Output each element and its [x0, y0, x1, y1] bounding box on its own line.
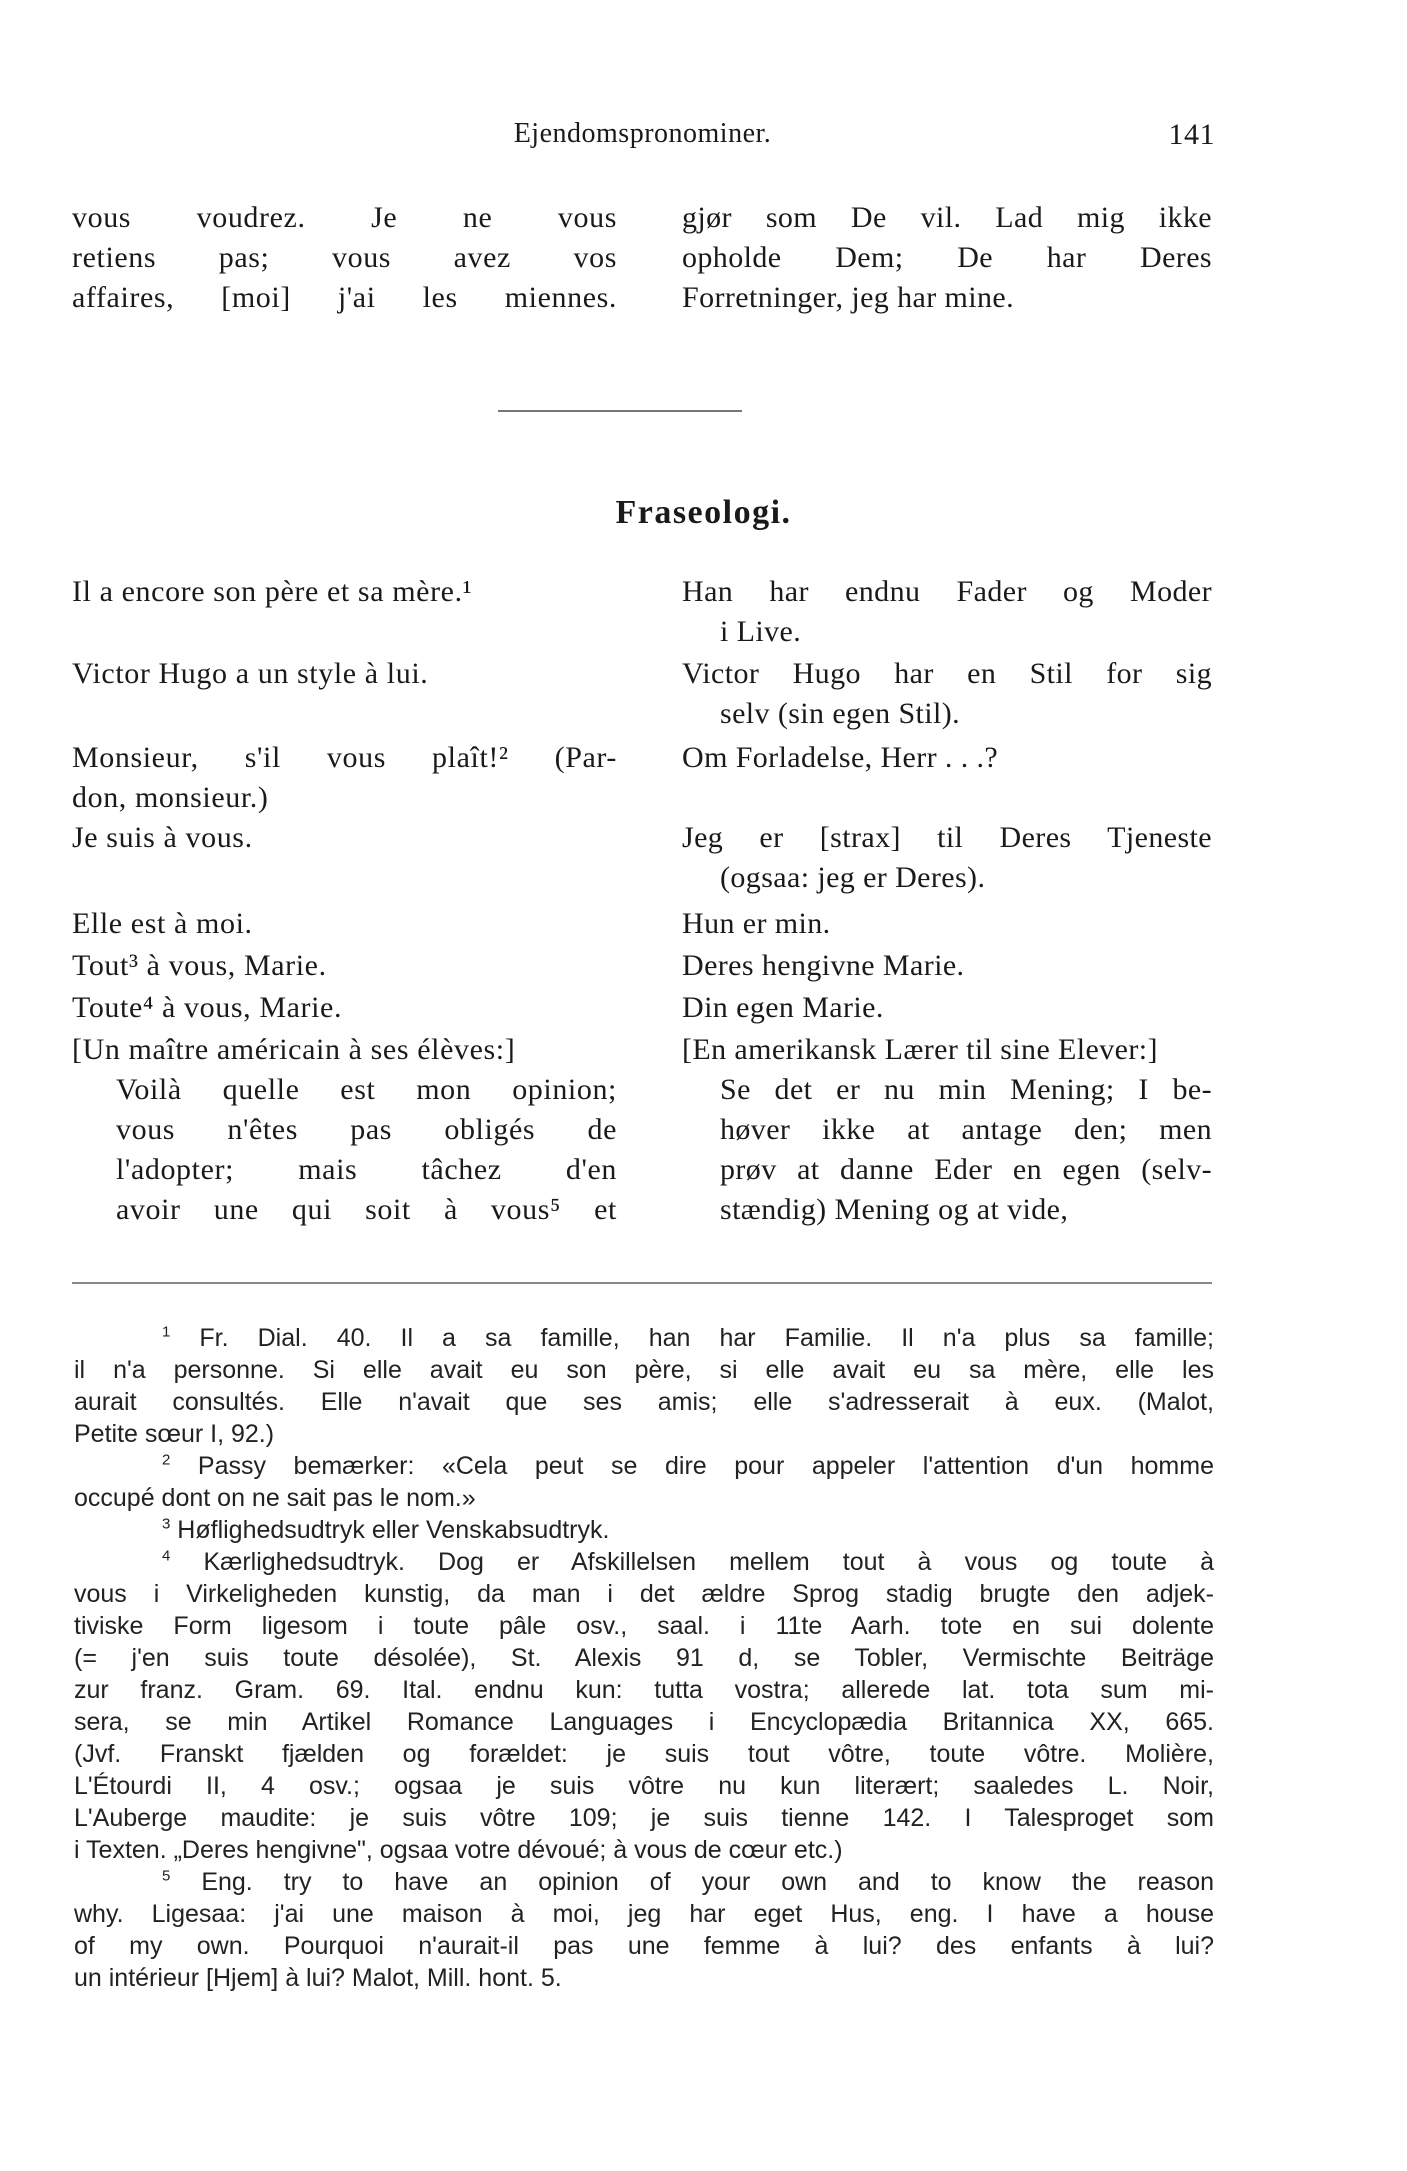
danish-text: stændig) Mening og at vide, — [720, 1193, 1069, 1226]
french-text: avoir une qui soit à vous⁵ et — [116, 1193, 617, 1226]
footnote-line: i Texten. „Deres hengivne", ogsaa votre dévoué; à vous de cœur etc.) — [74, 1836, 843, 1864]
text-line: vous voudrez. Je ne vous — [72, 201, 617, 234]
danish-text: Han har endnu Fader og Moder — [682, 575, 1212, 608]
footnote-line: occupé dont on ne sait pas le nom.» — [74, 1484, 476, 1512]
footnote-line: sera, se min Artikel Romance Languages i Encyclopædia Britannica XX, 665. — [74, 1708, 1214, 1736]
footnote-line: $^4$ Kærlighedsudtryk. Dog er Afskillelsen mellem tout à vous og toute à — [162, 1547, 1214, 1576]
footnote-mark: 4 — [162, 1547, 171, 1565]
text-line: gjør som De vil. Lad mig ikke — [682, 201, 1212, 234]
danish-column — [682, 198, 1212, 318]
french-text: Toute⁴ à vous, Marie. — [72, 991, 343, 1024]
french-text: vous n'êtes pas obligés de — [116, 1113, 617, 1146]
text-line: Forretninger, jeg har mine. — [682, 281, 1014, 314]
footnote-line: L'Auberge maudite: je suis vôtre 109; je suis tienne 142. I Talesproget som — [74, 1804, 1214, 1832]
french-text: [Un maître américain à ses élèves:] — [72, 1033, 516, 1066]
footnote-mark: 2 — [162, 1451, 171, 1469]
danish-text: Deres hengivne Marie. — [682, 949, 965, 982]
phrase-entry — [72, 818, 1212, 904]
text-line: opholde Dem; De har Deres — [682, 241, 1212, 274]
french-text: l'adopter; mais tâchez d'en — [116, 1153, 617, 1186]
danish-text: Om Forladelse, Herr . . .? — [682, 741, 999, 774]
danish-text: i Live. — [720, 615, 802, 648]
phrase-entry — [72, 654, 1212, 738]
phrase-list — [72, 572, 1212, 1230]
french-text: Tout³ à vous, Marie. — [72, 949, 327, 982]
phrase-entry — [72, 946, 1212, 988]
footnote-line: $^1$ Fr. Dial. 40. Il a sa famille, han har Familie. Il n'a plus sa famille; — [162, 1323, 1214, 1352]
footnote — [74, 1546, 1214, 1866]
text-line: retiens pas; vous avez vos — [72, 241, 617, 274]
danish-text: Victor Hugo har en Stil for sig — [682, 657, 1212, 690]
section-heading: Fraseologi. — [615, 494, 792, 531]
danish-text: høver ikke at antage den; men — [720, 1113, 1212, 1146]
running-head — [70, 118, 1215, 158]
footnote-mark: 1 — [162, 1323, 171, 1341]
footnote-line: (Jvf. Franskt fjælden og forældet: je suis tout vôtre, toute vôtre. Molière, — [74, 1740, 1214, 1768]
footnote — [74, 1866, 1214, 1994]
french-text: Je suis à vous. — [72, 821, 253, 854]
footnote-line: $^5$ Eng. try to have an opinion of your own and to know the reason — [162, 1867, 1214, 1896]
phrase-entry — [72, 738, 1212, 818]
footnotes — [74, 1322, 1214, 1994]
top-passage — [72, 198, 1212, 318]
footnote-mark: 3 — [162, 1515, 171, 1533]
french-text: Voilà quelle est mon opinion; — [116, 1073, 617, 1106]
footnote-line: $^2$ Passy bemærker: «Cela peut se dire pour appeler l'attention d'un homme — [162, 1451, 1214, 1480]
french-text: don, monsieur.) — [72, 781, 269, 814]
footnote-line: tiviske Form ligesom i toute pâle osv., saal. i 11te Aarh. tote en sui dolente — [74, 1612, 1214, 1640]
footnote-line: il n'a personne. Si elle avait eu son père, si elle avait eu sa mère, elle les — [74, 1356, 1214, 1384]
running-head-title: Ejendomspronominer. — [513, 118, 772, 149]
danish-text: prøv at danne Eder en egen (selv- — [720, 1153, 1212, 1186]
phrase-entry — [72, 572, 1212, 654]
phrase-entry — [72, 1030, 1212, 1230]
danish-text: [En amerikansk Lærer til sine Elever:] — [682, 1033, 1158, 1066]
footnote-line: why. Ligesaa: j'ai une maison à moi, jeg har eget Hus, eng. I have a house — [74, 1900, 1214, 1928]
french-text: Il a encore son père et sa mère.¹ — [72, 575, 473, 608]
french-text: Victor Hugo a un style à lui. — [72, 657, 429, 690]
danish-text: Se det er nu min Mening; I be- — [720, 1073, 1212, 1106]
phrase-entry — [72, 904, 1212, 946]
footnote-line: aurait consultés. Elle n'avait que ses amis; elle s'adresserait à eux. (Malot, — [74, 1388, 1214, 1416]
footnote-mark: 5 — [162, 1867, 171, 1885]
phrase-entry — [72, 988, 1212, 1030]
footnote — [74, 1322, 1214, 1450]
footnote-divider — [72, 1282, 1212, 1284]
page-number: 141 — [1168, 118, 1215, 151]
footnote-line: Petite sœur I, 92.) — [74, 1420, 275, 1448]
french-text: Elle est à moi. — [72, 907, 253, 940]
danish-text: Jeg er [strax] til Deres Tjeneste — [682, 821, 1212, 854]
footnote — [74, 1450, 1214, 1514]
footnote-line: vous i Virkeligheden kunstig, da man i det ældre Sprog stadig brugte den adjek- — [74, 1580, 1214, 1608]
text-line: affaires, [moi] j'ai les miennes. — [72, 281, 617, 314]
footnote-line: $^3$ Høflighedsudtryk eller Venskabsudtryk. — [162, 1515, 610, 1544]
footnote-line: L'Étourdi II, 4 osv.; ogsaa je suis vôtre nu kun literært; saaledes L. Noir, — [74, 1772, 1214, 1800]
footnote-line: zur franz. Gram. 69. Ital. endnu kun: tutta vostra; allerede lat. tota sum mi- — [74, 1676, 1214, 1704]
danish-text: Din egen Marie. — [682, 991, 884, 1024]
danish-text: (ogsaa: jeg er Deres). — [720, 861, 986, 894]
footnote-line: (= j'en suis toute désolée), St. Alexis 91 d, se Tobler, Vermischte Beiträge — [74, 1644, 1214, 1672]
french-column — [72, 198, 617, 318]
section-divider — [498, 410, 742, 412]
danish-text: selv (sin egen Stil). — [720, 697, 961, 730]
footnote-line: of my own. Pourquoi n'aurait-il pas une femme à lui? des enfants à lui? — [74, 1932, 1214, 1960]
footnote-line: un intérieur [Hjem] à lui? Malot, Mill. hont. 5. — [74, 1964, 562, 1992]
danish-text: Hun er min. — [682, 907, 831, 940]
french-text: Monsieur, s'il vous plaît!² (Par- — [72, 741, 617, 774]
footnote — [74, 1514, 1214, 1546]
